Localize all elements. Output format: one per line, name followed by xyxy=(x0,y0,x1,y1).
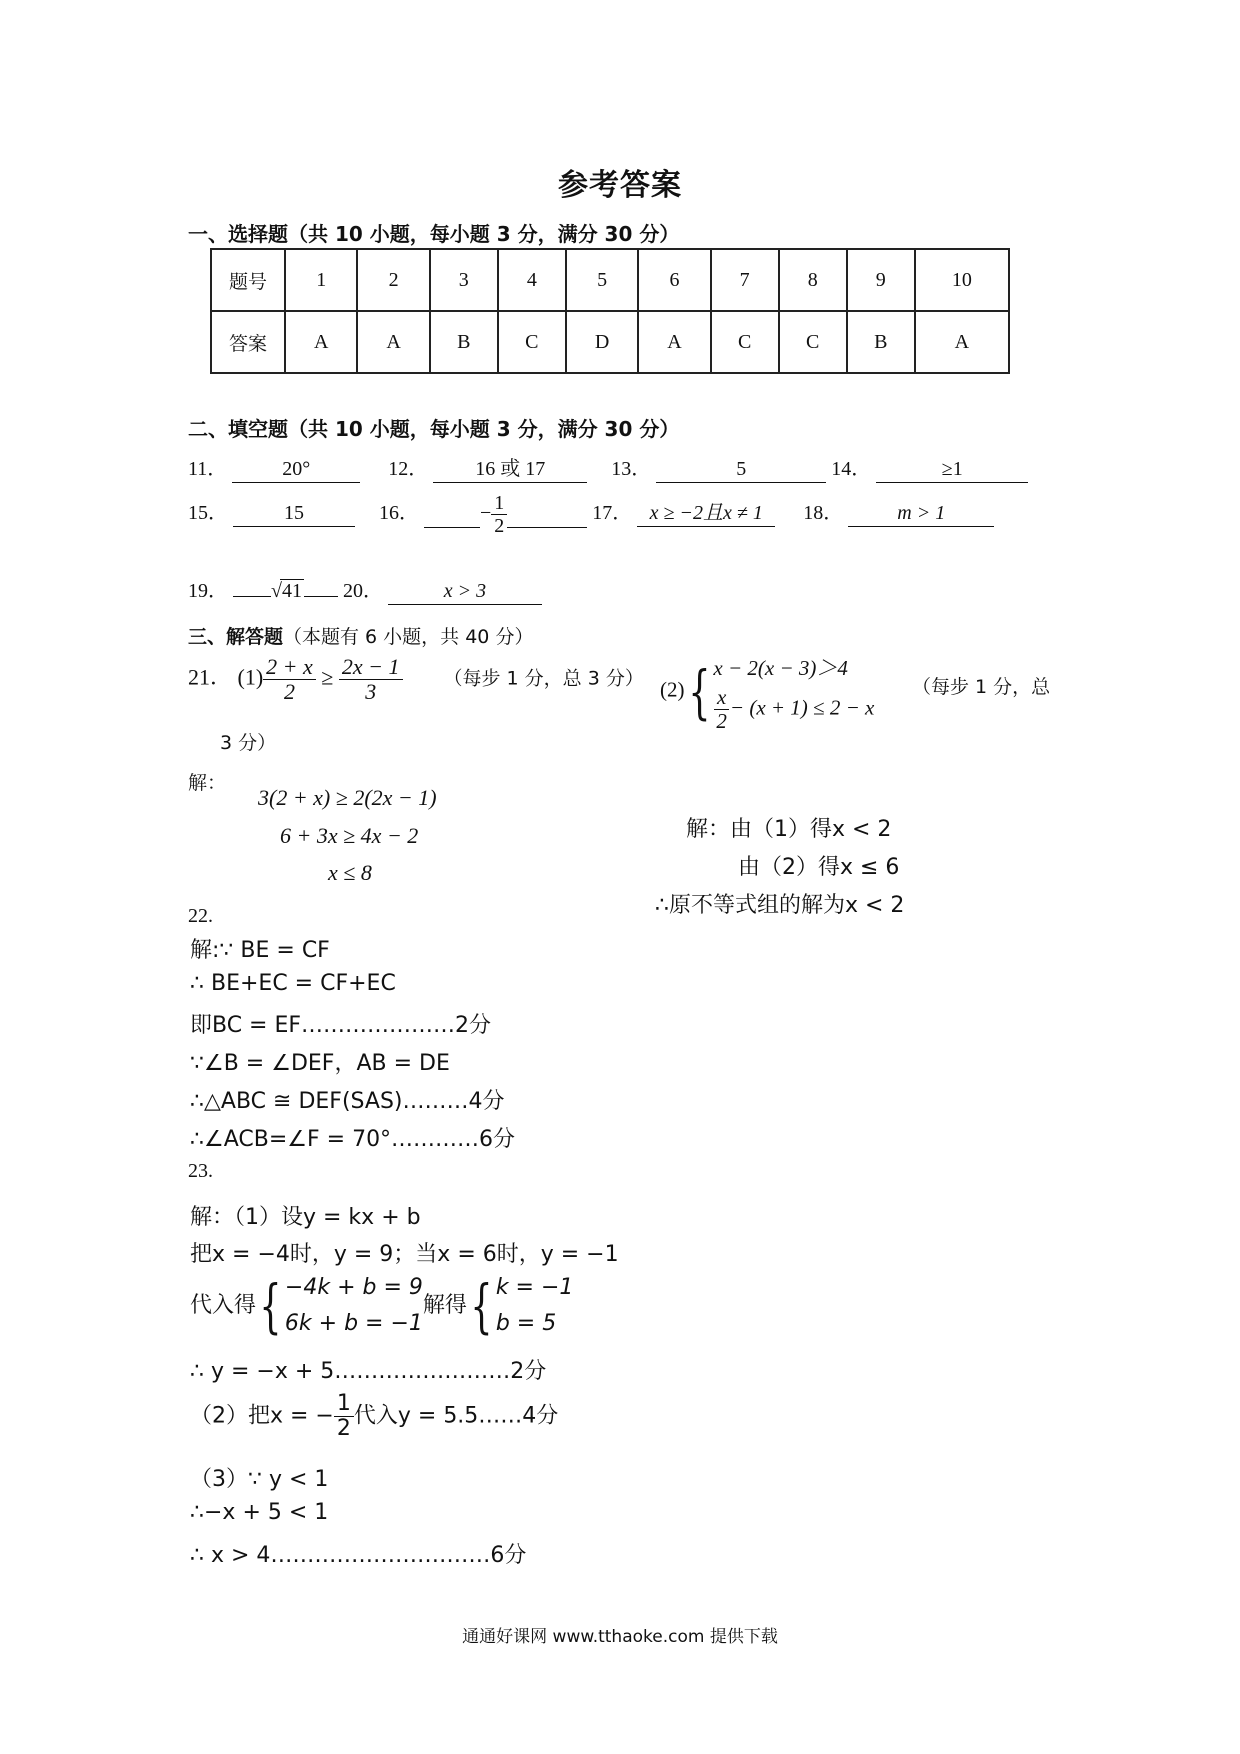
q16-numerator: 1 xyxy=(491,492,507,515)
row-label-answer: 答案 xyxy=(211,311,285,373)
q17-answer: x ≥ −2且x ≠ 1 xyxy=(637,500,775,527)
section1-heading: 一、选择题（共 10 小题，每小题 3 分，满分 30 分） xyxy=(188,222,680,246)
row-label-question: 题号 xyxy=(211,249,285,311)
section3-note: （本题有 6 小题，共 40 分） xyxy=(283,626,534,648)
q23-system1 xyxy=(285,1270,423,1342)
q22-line: ∵∠B = ∠DEF，AB = DE xyxy=(190,1051,450,1076)
answer-cell: C xyxy=(779,311,847,373)
q20-answer: x > 3 xyxy=(388,578,542,605)
q21-sol1-line2: 6 + 3x ≥ 4x − 2 xyxy=(280,823,419,848)
q13-number: 13． xyxy=(611,458,652,480)
q21-part2-label: (2) xyxy=(660,677,685,702)
fill-row-1 xyxy=(188,452,1028,483)
q21-sol1-line1: 3(2 + x) ≥ 2(2x − 1) xyxy=(258,785,437,810)
q15-answer: 15 xyxy=(233,500,355,527)
q21-label: 21． xyxy=(188,664,233,690)
q21-right-denominator: 3 xyxy=(365,679,377,705)
section3-heading-line xyxy=(188,622,533,649)
q21-sol2-line2: 由（2）得x ≤ 6 xyxy=(738,855,900,880)
q23-part2-numerator: 1 xyxy=(334,1392,354,1417)
footer-credit: 通通好课网 www.tthaoke.com 提供下载 xyxy=(462,1627,778,1647)
q21-part1-label: (1) xyxy=(237,664,264,690)
q11-number: 11． xyxy=(188,458,228,480)
page-title: 参考答案 xyxy=(558,168,682,203)
q21-system-rest: − (x + 1) ≤ 2 − x xyxy=(729,695,875,720)
q22-line: ∴∠ACB=∠F = 70°…………6分 xyxy=(190,1127,516,1152)
fill-row-3 xyxy=(188,574,542,605)
section2-heading: 二、填空题（共 10 小题，每小题 3 分，满分 30 分） xyxy=(188,417,680,441)
q23-part2-pre: （2）把x = − xyxy=(190,1403,334,1429)
q14-answer: ≥1 xyxy=(876,456,1028,483)
q20-number: 20． xyxy=(342,580,383,602)
question-number: 4 xyxy=(498,249,566,311)
q21-operator: ≥ xyxy=(321,664,334,690)
answer-cell: A xyxy=(638,311,710,373)
q21-sol1-line3: x ≤ 8 xyxy=(328,860,372,885)
left-brace-icon: { xyxy=(470,1272,493,1340)
answer-table xyxy=(210,248,1010,374)
q23-part3-line: ∴−x + 5 < 1 xyxy=(190,1500,329,1525)
question-number: 6 xyxy=(638,249,710,311)
q21-part1 xyxy=(188,655,644,704)
q23-sub-label: 代入得 xyxy=(190,1293,257,1318)
q23-system1-line1: −4k + b = 9 xyxy=(284,1275,423,1300)
q19-number: 19． xyxy=(188,580,228,602)
q22-line: ∴ BE+EC = CF+EC xyxy=(190,971,396,996)
q21-left-numerator: 2 + x xyxy=(263,655,316,680)
q11-answer: 20° xyxy=(232,456,360,483)
q22-line: ∴△ABC ≅ DEF(SAS)………4分 xyxy=(190,1089,505,1114)
q23-part3-line: （3）∵ y < 1 xyxy=(190,1467,329,1492)
q21-system-fraction xyxy=(713,686,730,733)
q21-sol2-line3: ∴原不等式组的解为x < 2 xyxy=(655,893,905,918)
q18-number: 18． xyxy=(803,502,844,525)
q23-solved-label: 解得 xyxy=(422,1293,467,1318)
q23-substitution xyxy=(190,1270,573,1342)
q18-answer: m > 1 xyxy=(848,500,994,527)
question-number: 10 xyxy=(915,249,1009,311)
question-number: 7 xyxy=(711,249,779,311)
q21-system-line2 xyxy=(713,686,874,733)
left-brace-icon: { xyxy=(687,657,711,726)
question-number: 2 xyxy=(357,249,429,311)
q12-number: 12． xyxy=(388,458,429,480)
q16-sign: − xyxy=(480,502,492,525)
q23-line: 解：（1）设y = kx + b xyxy=(190,1205,421,1230)
answer-cell: D xyxy=(566,311,638,373)
q21-sol2-line1: 解：由（1）得x < 2 xyxy=(686,817,892,842)
answer-cell: A xyxy=(915,311,1009,373)
answer-cell: B xyxy=(430,311,498,373)
question-number: 3 xyxy=(430,249,498,311)
q23-system2-line1: k = −1 xyxy=(495,1275,574,1300)
q21-system-numerator: x xyxy=(714,686,729,710)
answer-cell: B xyxy=(847,311,915,373)
answer-cell: C xyxy=(498,311,566,373)
q21-part1-note: （每步 1 分，总 3 分） xyxy=(443,667,644,690)
q23-y-line: ∴ y = −x + 5……………………2分 xyxy=(190,1359,547,1384)
q21-part2-note: （每步 1 分，总 xyxy=(912,676,1051,698)
q23-part2 xyxy=(190,1392,558,1441)
answer-cell: A xyxy=(357,311,429,373)
q21-fraction-left xyxy=(263,655,316,704)
q21-solution-label: 解： xyxy=(188,772,227,794)
q21-part2 xyxy=(660,650,874,733)
q21-system xyxy=(713,650,874,733)
q23-part2-fraction xyxy=(334,1392,354,1441)
q23-part2-denominator: 2 xyxy=(336,1416,351,1442)
q23-system2 xyxy=(496,1270,574,1342)
q16-denominator: 2 xyxy=(494,515,505,537)
q22-line: 即BC = EF…………………2分 xyxy=(190,1013,492,1038)
q14-number: 14． xyxy=(831,458,872,480)
q21-fraction-right xyxy=(339,655,403,704)
q12-answer: 16 或 17 xyxy=(433,456,587,483)
left-brace-icon: { xyxy=(259,1272,282,1340)
q16-number: 16． xyxy=(379,502,419,525)
sqrt-icon: √ xyxy=(271,580,282,602)
q23-label: 23. xyxy=(188,1160,213,1182)
q15-number: 15． xyxy=(188,502,228,525)
question-number: 8 xyxy=(779,249,847,311)
answer-cell: C xyxy=(711,311,779,373)
q23-system1-line2: 6k + b = −1 xyxy=(284,1311,423,1336)
q23-system2-line2: b = 5 xyxy=(495,1311,557,1336)
fill-row-2 xyxy=(188,492,994,537)
q23-part2-post: 代入y = 5.5……4分 xyxy=(353,1403,559,1429)
question-number-row xyxy=(211,249,1009,311)
section3-heading: 三、解答题 xyxy=(188,626,284,648)
answer-cell: A xyxy=(285,311,357,373)
question-number: 9 xyxy=(847,249,915,311)
q21-right-numerator: 2x − 1 xyxy=(339,655,403,680)
q21-system-line1: x − 2(x − 3)＞4 xyxy=(713,656,848,680)
q22-label: 22. xyxy=(188,905,213,927)
q21-system-denominator: 2 xyxy=(716,709,727,734)
answer-row xyxy=(211,311,1009,373)
q21-left-denominator: 2 xyxy=(283,679,295,705)
q23-part3-line: ∴ x > 4…………………………6分 xyxy=(190,1543,527,1568)
q23-line: 把x = −4时，y = 9；当x = 6时，y = −1 xyxy=(190,1242,619,1267)
question-number: 5 xyxy=(566,249,638,311)
q17-number: 17． xyxy=(592,502,633,525)
q22-line: 解:∵ BE = CF xyxy=(190,938,330,963)
q13-answer: 5 xyxy=(656,456,826,483)
question-number: 1 xyxy=(285,249,357,311)
q21-part2-note-cont: 3 分） xyxy=(220,732,277,754)
q19-radicand: 41 xyxy=(281,580,302,602)
q16-fraction xyxy=(491,492,507,537)
